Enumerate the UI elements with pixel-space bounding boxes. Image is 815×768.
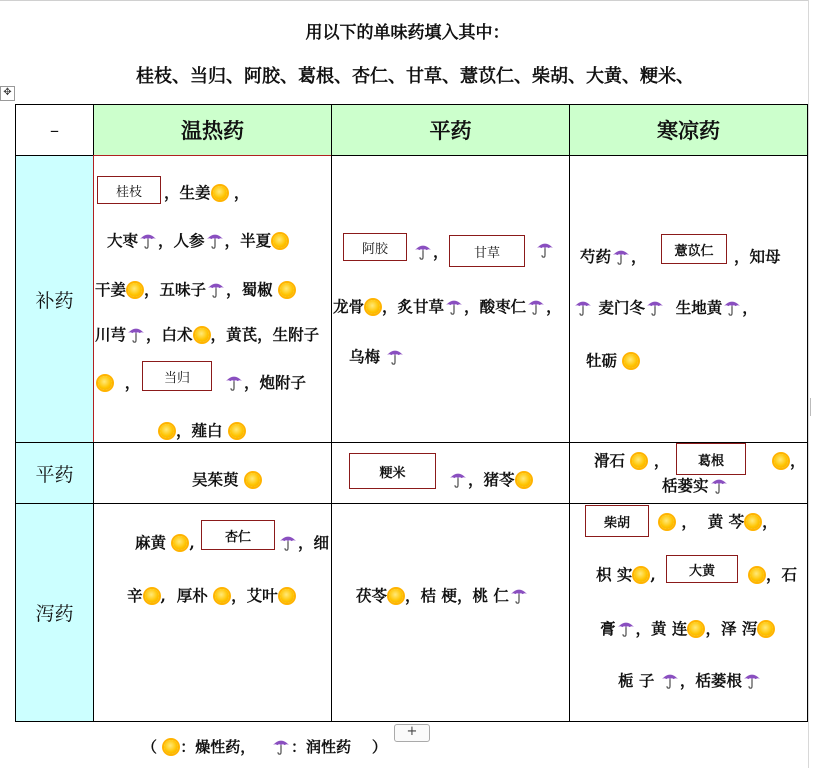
sun-icon [145, 589, 159, 603]
umbrella-icon [574, 298, 592, 316]
herb-mahuang: 麻黄 [135, 533, 167, 552]
herb-shujiao: 蜀椒 [241, 280, 273, 299]
text-line: ，炮附子 [224, 371, 306, 393]
table-corner: – [15, 104, 94, 156]
text-line: 干姜 ，五味子 ，蜀椒 [95, 278, 296, 300]
herb-muli: 牡砺 [586, 351, 618, 370]
row-header-neutral: 平药 [15, 442, 94, 504]
column-header-cold: 寒凉药 [569, 104, 808, 156]
herb-wuzhuyu: 吴茱萸 [192, 470, 239, 489]
text-line: 茯苓 ，桔 梗，桃 仁 [356, 584, 529, 606]
herb-houpu: 厚朴 [176, 586, 208, 605]
answer-box-gancao[interactable]: 甘草 [449, 235, 525, 267]
herb-wuweizi: 五味子 [159, 280, 207, 299]
cell-purge-neutral[interactable] [331, 503, 570, 722]
text-line: 大枣 ，人参 ，半夏 [107, 229, 289, 251]
text-line: 麦门冬 生地黄 ， [573, 296, 758, 318]
herb-huangqi: 黄芪 [226, 325, 258, 344]
sun-icon [213, 186, 227, 200]
text-line: 龙骨 ，炙甘草 ，酸枣仁 ， [333, 297, 562, 316]
text-line [535, 240, 555, 259]
text-line: ， 黄 芩 ， [658, 510, 778, 532]
umbrella-icon [272, 737, 290, 755]
sun-icon [366, 300, 380, 314]
herb-shigao-part1: 石 [781, 565, 798, 584]
text-line: 枳 实 , [596, 565, 656, 584]
text-line: ，知母 [734, 247, 781, 266]
text-line [586, 349, 640, 371]
umbrella-icon [661, 671, 679, 689]
text-line: 膏 ，黄 连 ，泽 泻 [600, 617, 775, 639]
herb-jiegeng: 桔 梗 [420, 586, 457, 605]
umbrella-icon [527, 297, 545, 315]
page-title: 用以下的单味药填入其中： [305, 23, 510, 43]
answer-box-gegen[interactable]: 葛根 [676, 443, 746, 475]
sun-icon [273, 234, 287, 248]
text-line: ，细 [278, 531, 329, 553]
herb-huashi: 滑石 [594, 451, 626, 470]
herb-fuling: 茯苓 [356, 586, 388, 605]
sun-icon [389, 589, 403, 603]
sun-icon [746, 515, 760, 529]
text-line: 川芎 ，白术 ，黄芪，生附子 [95, 325, 320, 344]
text-line [192, 468, 262, 490]
umbrella-icon [536, 240, 554, 258]
text-line [662, 474, 729, 496]
sun-icon [230, 424, 244, 438]
resize-handle[interactable] [810, 398, 815, 416]
herb-shengfuzi: 生附子 [272, 325, 320, 344]
legend [142, 736, 387, 757]
herb-shengdihuang: 生地黄 [675, 298, 723, 317]
table-move-handle-icon[interactable]: ✥ [0, 86, 15, 101]
top-border [0, 0, 808, 1]
sun-icon [98, 376, 112, 390]
herb-aiye: 艾叶 [246, 586, 278, 605]
herb-longgu: 龙骨 [333, 297, 365, 316]
add-row-button[interactable]: + [394, 724, 430, 742]
sun-icon [173, 536, 187, 550]
umbrella-icon [510, 586, 528, 604]
umbrella-icon [646, 298, 664, 316]
umbrella-icon [206, 231, 224, 249]
umbrella-icon [386, 347, 404, 365]
text-line: 栀 子 ，栝蒌根 [618, 669, 762, 691]
umbrella-icon [414, 242, 432, 260]
legend-dry-label: ：燥性药， [180, 738, 256, 756]
umbrella-icon [743, 671, 761, 689]
text-line: 滑石 ， [594, 451, 670, 470]
herb-huanglian: 黄 连 [651, 619, 688, 638]
sun-icon [517, 473, 531, 487]
herb-gualoushi: 栝蒌实 [662, 476, 709, 495]
sun-icon [774, 454, 788, 468]
legend-open-paren: （ [142, 738, 158, 756]
herb-gualougen: 栝蒌根 [695, 671, 742, 690]
herb-zexie: 泽 泻 [720, 619, 758, 638]
umbrella-icon [449, 470, 467, 488]
sun-icon [660, 515, 674, 529]
answer-box-danggui[interactable]: 当归 [142, 361, 212, 391]
text-line [349, 345, 405, 367]
sun-icon [759, 622, 773, 636]
umbrella-icon [207, 280, 225, 298]
text-line: 麻黄 , [135, 533, 195, 552]
umbrella-icon [279, 533, 297, 551]
umbrella-icon [127, 325, 145, 343]
herb-shengjiang: 生姜 [179, 183, 211, 202]
row-header-tonify: 补药 [15, 155, 94, 443]
herb-renshen: 人参 [173, 231, 205, 250]
sun-icon [624, 354, 638, 368]
herb-taoren: 桃 仁 [472, 586, 509, 605]
sun-icon [280, 589, 294, 603]
text-line: ， [96, 371, 140, 393]
answer-box-chaihu[interactable]: 柴胡 [585, 505, 649, 537]
herb-ganjiang: 干姜 [95, 280, 127, 299]
umbrella-icon [617, 619, 635, 637]
sun-icon [689, 622, 703, 636]
herb-zhuling: 猪苓 [483, 470, 515, 489]
answer-box-dahuang[interactable]: 大黄 [666, 555, 738, 583]
herb-xixin-part2: 辛 [127, 586, 143, 605]
herb-maimendong: 麦门冬 [598, 298, 645, 317]
umbrella-icon [225, 373, 243, 391]
sun-icon [634, 568, 648, 582]
herb-zhimu: 知母 [749, 247, 781, 266]
sun-icon [195, 328, 209, 342]
herb-zhishi: 枳 实 [596, 565, 633, 584]
page-right-edge [808, 0, 809, 768]
herb-suanzaoren: 酸枣仁 [479, 297, 527, 316]
answer-box-jingmi[interactable]: 粳米 [349, 453, 436, 489]
sun-icon [246, 473, 260, 487]
text-line: ，生姜 ， [164, 183, 250, 202]
text-line: ， [413, 240, 449, 262]
herb-shigao-part2: 膏 [600, 619, 616, 638]
sun-icon [215, 589, 229, 603]
text-line: 辛 , 厚朴 ，艾叶 [127, 584, 296, 606]
umbrella-icon [445, 297, 463, 315]
text-line: ，石 [748, 563, 797, 585]
herb-chuanxiong: 川芎 [95, 325, 127, 344]
legend-moist-label: ：润性药 [290, 738, 351, 756]
legend-close-paren: ） [371, 738, 387, 756]
herb-baizhu: 白术 [161, 325, 193, 344]
sun-icon [750, 568, 764, 582]
umbrella-icon [612, 247, 630, 265]
answer-box-xingren[interactable]: 杏仁 [201, 520, 275, 550]
sun-icon [160, 424, 174, 438]
sun-icon [280, 283, 294, 297]
sun-icon [164, 740, 178, 754]
column-header-neutral: 平药 [331, 104, 570, 156]
herb-wumei: 乌梅 [349, 347, 381, 366]
row-header-purge: 泻药 [15, 503, 94, 722]
sun-icon [128, 283, 142, 297]
umbrella-icon [139, 231, 157, 249]
herb-xiebai: 薤白 [191, 421, 223, 440]
umbrella-icon [710, 476, 728, 494]
text-line: 芍药 ， [580, 247, 647, 266]
herb-paofuzi: 炮附子 [259, 373, 307, 392]
text-line: ，猪苓 [448, 468, 533, 490]
sun-icon [632, 454, 646, 468]
text-line: ， [772, 449, 806, 471]
herb-shaoyao: 芍药 [580, 247, 612, 266]
herb-huangqin: 黄 芩 [707, 512, 745, 531]
herb-xixin-part1: 细 [313, 533, 330, 552]
answer-box-ejiao[interactable]: 阿胶 [343, 233, 407, 261]
answer-box-guizhi[interactable]: 桂枝 [97, 176, 161, 204]
herb-list: 桂枝、当归、阿胶、葛根、杏仁、甘草、薏苡仁、柴胡、大黄、粳米、 [136, 66, 694, 87]
herb-dazao: 大枣 [107, 231, 139, 250]
herb-zhigancao: 炙甘草 [397, 297, 445, 316]
text-line: ，薤白 [158, 419, 246, 441]
answer-box-yiyiren[interactable]: 薏苡仁 [661, 234, 727, 264]
column-header-warm: 温热药 [93, 104, 332, 156]
herb-zhizi: 栀 子 [618, 671, 655, 690]
umbrella-icon [723, 298, 741, 316]
herb-banxia: 半夏 [240, 231, 272, 250]
